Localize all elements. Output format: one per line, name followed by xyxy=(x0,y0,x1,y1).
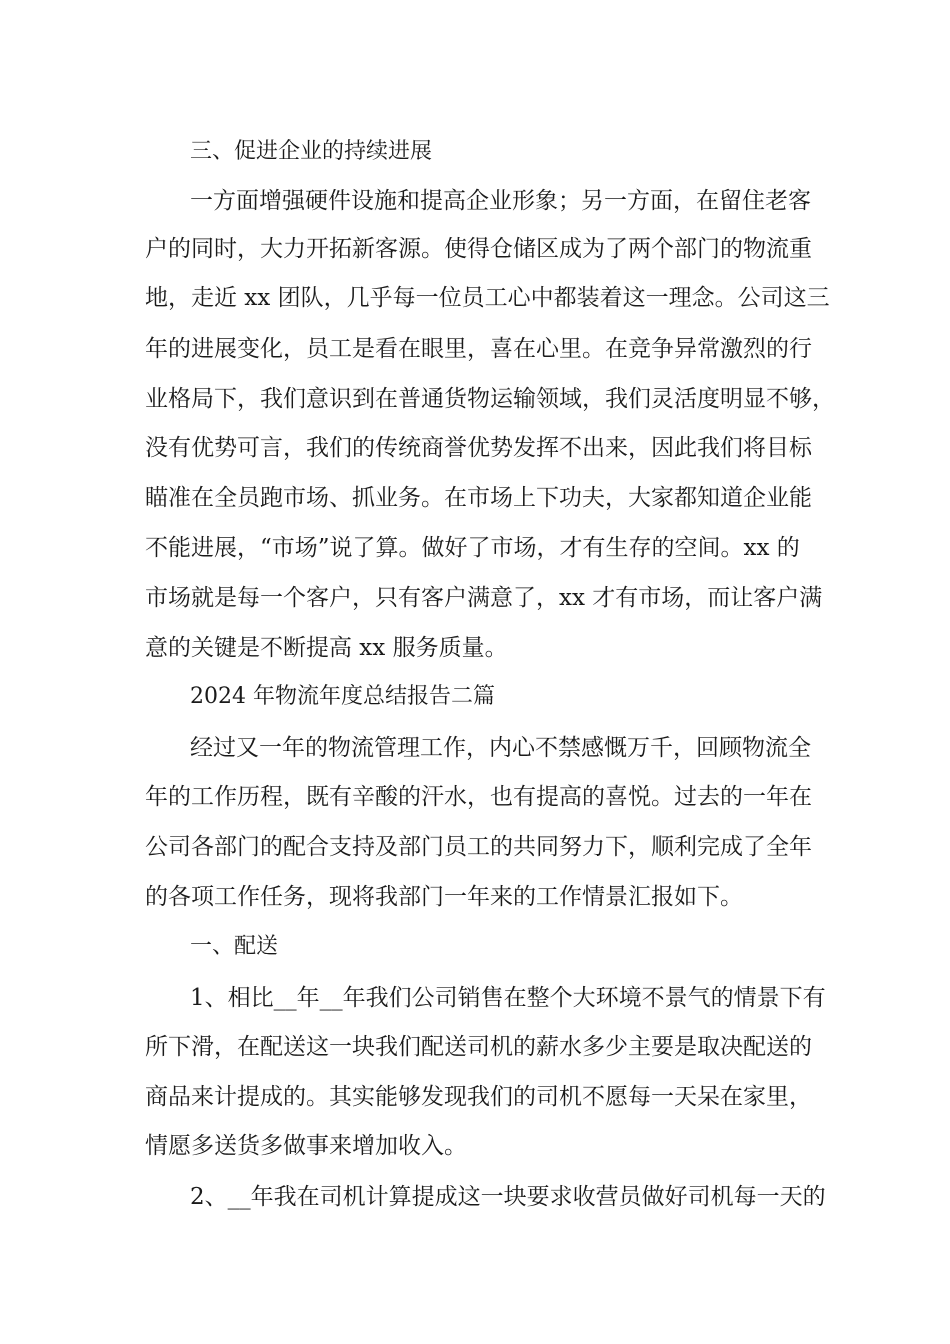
paragraph-1-line: 没有优势可言，我们的传统商誉优势发挥不出来，因此我们将目标 xyxy=(145,435,812,461)
paragraph-1-line: 意的关键是不断提高 xx 服务质量。 xyxy=(145,635,508,661)
paragraph-3-line: 1、相比__年__年我们公司销售在整个大环境不景气的情景下有 xyxy=(190,985,826,1011)
paragraph-1-line: 市场就是每一个客户，只有客户满意了，xx 才有市场，而让客户满 xyxy=(145,585,823,611)
paragraph-2-line: 的各项工作任务，现将我部门一年来的工作情景汇报如下。 xyxy=(145,884,743,910)
paragraph-1-line: 一方面增强硬件设施和提高企业形象；另一方面，在留住老客 xyxy=(190,188,811,214)
paragraph-2-line: 公司各部门的配合支持及部门员工的共同努力下，顺利完成了全年 xyxy=(145,834,812,860)
paragraph-1-line: 业格局下，我们意识到在普通货物运输领域，我们灵活度明显不够， xyxy=(145,386,835,412)
paragraph-3-line: 商品来计提成的。其实能够发现我们的司机不愿每一天呆在家里， xyxy=(145,1084,812,1110)
paragraph-1-line: 不能进展，“市场”说了算。做好了市场，才有生存的空间。xx 的 xyxy=(145,535,800,561)
paragraph-3-line: 情愿多送货多做事来增加收入。 xyxy=(145,1133,467,1159)
paragraph-4-line: 2、__年我在司机计算提成这一块要求收营员做好司机每一天的 xyxy=(190,1184,826,1210)
paragraph-2-line: 年的工作历程，既有辛酸的汗水，也有提高的喜悦。过去的一年在 xyxy=(145,784,812,810)
paragraph-3-line: 所下滑，在配送这一块我们配送司机的薪水多少主要是取决配送的 xyxy=(145,1034,812,1060)
paragraph-1-line: 户的同时，大力开拓新客源。使得仓储区成为了两个部门的物流重 xyxy=(145,236,812,262)
section-heading-1: 一、配送 xyxy=(190,934,279,959)
paragraph-1-line: 瞄准在全员跑市场、抓业务。在市场上下功夫，大家都知道企业能 xyxy=(145,485,812,511)
report-title: 2024 年物流年度总结报告二篇 xyxy=(190,684,495,709)
paragraph-1-line: 年的进展变化，员工是看在眼里，喜在心里。在竞争异常激烈的行 xyxy=(145,336,812,362)
paragraph-1-line: 地，走近 xx 团队，几乎每一位员工心中都装着这一理念。公司这三 xyxy=(145,285,830,311)
paragraph-2-line: 经过又一年的物流管理工作，内心不禁感慨万千，回顾物流全 xyxy=(190,735,811,761)
section-heading-3: 三、促进企业的持续进展 xyxy=(190,139,433,164)
